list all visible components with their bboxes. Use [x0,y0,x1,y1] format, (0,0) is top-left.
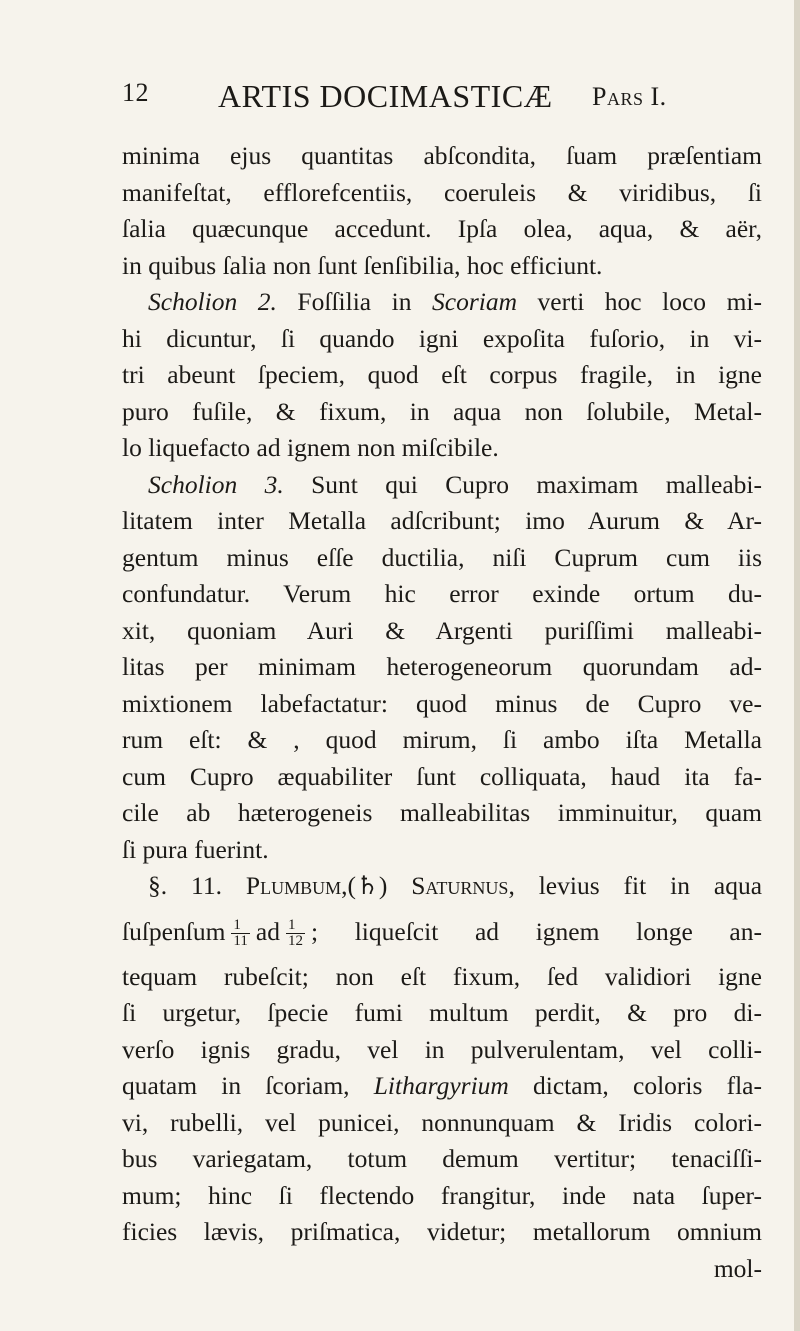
text-line: minima ejus quantitas abſcondita, ſuam præſentiam [122,141,762,170]
text-line: cile ab hæterogeneis malleabilitas imminuitur, quam [122,798,762,827]
text-line: cum Cupro æquabiliter ſunt colliquata, haud ita fa- [122,761,762,791]
scholion-3-heading-line [122,467,762,504]
fraction-numerator: 1 [231,918,249,934]
text-line: tequam rubeſcit; non eſt fixum, ſed validiori igne [122,961,762,991]
term-saturnus: Saturnus [411,871,509,900]
fraction [231,918,249,949]
section-number: §. 11. [148,871,222,900]
italic-term: Lithargyrium [373,1071,509,1100]
scholion-2-heading-line [122,284,762,321]
scholion-label: Scholion 2. [148,287,277,316]
text-line: ficies lævis, priſmatica, videtur; metallorum omnium [122,1217,762,1246]
text-span: ſuſpenſum [122,916,226,946]
fraction-denominator: 12 [287,933,303,950]
text-line: lo liquefacto ad ignem non miſcibile. [122,433,499,462]
text-line: ſalia quæcunque accedunt. Ipſa olea, aqua, & aër, [122,214,762,243]
text-line: xit, quoniam Auri & Argenti puriſſimi malleabi- [122,615,762,645]
part-label: Pars I. [592,82,667,111]
text-span: , levius fit in aqua [508,871,763,900]
text-line: manifeſtat, efflorefcentiis, coeruleis & viridibus, ſi [122,177,762,207]
text-span: quatam in ſcoriam, [122,1071,374,1100]
text-line: vi, rubelli, vel punicei, nonnunquam & Iridis colori- [122,1107,762,1137]
text-span: ; liqueſcit ad ignem longe an- [310,916,762,946]
fraction-denominator: 11 [233,933,248,950]
text-span: verti hoc loco mi- [517,287,762,316]
fraction-numerator: 1 [286,918,305,934]
text-line: litas per minimam heterogeneorum quorundam ad- [122,652,762,681]
text-span: Foſſilia in [276,287,433,316]
fraction [286,918,305,949]
text-line: bus variegatam, totum demum vertitur; tenaciſſi- [122,1144,762,1173]
page-number: 12 [122,78,149,107]
italic-term: Scoriam [432,287,518,316]
text-line: ſi pura fuerint. [122,834,269,864]
text-line: tri abeunt ſpeciem, quod eſt corpus fragile, in igne [122,360,762,389]
saturn-symbol: (♄) [347,871,388,900]
text-line: litatem inter Metalla adſcribunt; imo Aurum & Ar- [122,506,762,535]
text-line: hi dicuntur, ſi quando igni expoſita fuſorio, in vi- [122,323,762,353]
running-title: ARTIS DOCIMASTICÆ [218,78,553,114]
term-plumbum: Plumbum [245,871,342,900]
page-edge [794,0,800,1331]
scholion-label: Scholion 3. [148,469,284,499]
running-header [122,78,722,118]
text-line: puro fuſile, & fixum, in aqua non ſolubile, Metal- [122,396,762,426]
lithargyrium-line [122,1068,762,1105]
fraction-line [122,905,762,959]
text-span: dictam, coloris fla- [508,1071,762,1100]
text-line: gentum minus eſſe ductilia, niſi Cuprum cum iis [122,542,762,572]
text-line: in quibus ſalia non ſunt ſenſibilia, hoc efficiunt. [122,250,603,280]
text-line: ſi urgetur, ſpecie fumi multum perdit, & pro di- [122,998,762,1027]
section-11-heading-line: §. 11. Plumbum,(♄) Saturnus, levius fit in aqua [148,871,763,900]
text-line: rum eſt: & , quod mirum, ſi ambo iſta Metalla [122,725,762,754]
text-span: ad [255,916,280,946]
catchword: mol- [713,1253,762,1283]
text-line: mixtionem labefactatur: quod minus de Cupro ve- [122,688,762,718]
text-line: confundatur. Verum hic error exinde ortum du- [122,579,762,608]
text-line: verſo ignis gradu, vel in pulverulentam, vel colli- [122,1034,762,1064]
text-line: mum; hinc ſi flectendo frangitur, inde nata ſuper- [122,1180,762,1210]
body-text [122,138,762,1287]
text-span: Sunt qui Cupro maximam malleabi- [283,469,762,499]
